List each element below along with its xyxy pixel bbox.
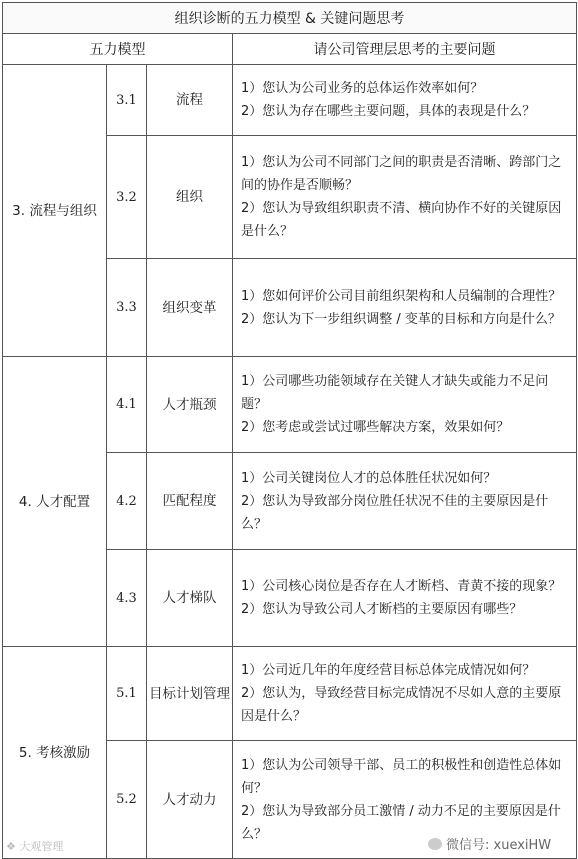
item-name: 目标计划管理	[147, 647, 233, 741]
item-number: 3.3	[107, 259, 147, 357]
question-text: 1）您如何评价公司目前组织架构和人员编制的合理性？	[241, 288, 562, 304]
question-cell	[233, 136, 577, 259]
diagnosis-table	[2, 2, 577, 859]
table-row	[3, 357, 577, 453]
question-text: 2）您认为存在哪些主要问题，具体的表现是什么？	[241, 104, 536, 119]
question-cell	[233, 647, 577, 741]
header-model: 五力模型	[3, 34, 233, 65]
question-text: 1）公司核心岗位是否存在人才断档、青黄不接的现象？	[241, 579, 562, 594]
item-number: 5.2	[107, 741, 147, 859]
question-text: 1）公司关键岗位人才的总体胜任状况如何？	[241, 470, 497, 486]
question-text: 2）您认为下一步组织调整 / 变革的目标和方向是什么？	[241, 311, 561, 327]
item-name: 组织	[147, 136, 233, 259]
question-text: 1）您认为公司业务的总体运作效率如何？	[241, 81, 484, 96]
item-name: 匹配程度	[147, 453, 233, 550]
group-label: 4. 人才配置	[3, 357, 107, 647]
question-cell	[233, 550, 577, 647]
item-number: 4.2	[107, 453, 147, 550]
item-name: 流程	[147, 65, 233, 136]
question-text: 2）您考虑或尝试过哪些解决方案，效果如何？	[241, 420, 510, 435]
item-name: 组织变革	[147, 259, 233, 357]
question-text: 2）您认为导致组织职责不清、横向协作不好的关键原因是什么？	[241, 201, 562, 239]
item-name: 人才梯队	[147, 550, 233, 647]
question-text: 2）您认为导致部分员工激情 / 动力不足的主要原因是什么？	[241, 803, 561, 842]
item-number: 3.2	[107, 136, 147, 259]
question-text: 1）公司哪些功能领域存在关键人才缺失或能力不足问题？	[241, 374, 549, 412]
item-number: 3.1	[107, 65, 147, 136]
question-text: 1）您认为公司不同部门之间的职责是否清晰、跨部门之间的协作是否顺畅？	[241, 155, 562, 193]
question-cell	[233, 453, 577, 550]
item-number: 4.1	[107, 357, 147, 453]
table-title: 组织诊断的五力模型 & 关键问题思考	[3, 3, 577, 34]
group-label: 5. 考核激励	[3, 647, 107, 859]
header-questions: 请公司管理层思考的主要问题	[233, 34, 577, 65]
question-text: 2）您认为导致公司人才断档的主要原因有哪些？	[241, 602, 523, 617]
question-text: 2）您认为，导致经营目标完成情况不尽如人意的主要原因是什么？	[241, 686, 562, 724]
item-name: 人才瓶颈	[147, 357, 233, 453]
question-cell	[233, 259, 577, 357]
question-text: 1）公司近几年的年度经营目标总体完成情况如何？	[241, 663, 536, 678]
wechat-icon	[428, 838, 442, 850]
table-row	[3, 65, 577, 136]
item-number: 5.1	[107, 647, 147, 741]
watermark-left: ❖ 大观管理	[6, 840, 64, 853]
watermark-right: 微信号: xuexiHW	[428, 834, 551, 853]
question-cell	[233, 357, 577, 453]
question-text: 1）您认为公司领导干部、员工的积极性和创造性总体如何？	[241, 757, 562, 796]
question-text: 2）您认为导致部分岗位胜任状况不佳的主要原因是什么？	[241, 493, 549, 532]
item-number: 4.3	[107, 550, 147, 647]
item-name: 人才动力	[147, 741, 233, 859]
question-cell	[233, 65, 577, 136]
group-label: 3. 流程与组织	[3, 65, 107, 357]
weibo-icon: ❖	[6, 840, 16, 853]
table-row	[3, 647, 577, 741]
